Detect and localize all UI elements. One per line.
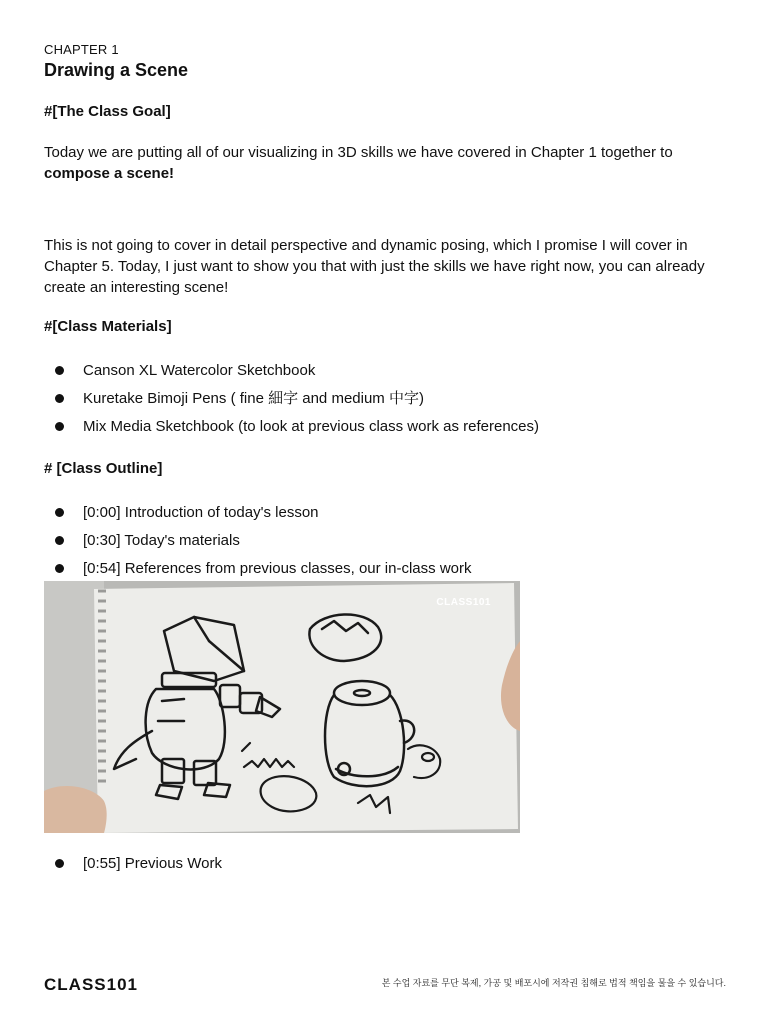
list-item-text: Mix Media Sketchbook (to look at previous class work as references): [83, 418, 540, 435]
bullet-icon: [55, 508, 64, 517]
bullet-icon: [55, 536, 64, 545]
outline-list-continued: [44, 854, 724, 882]
class-goal-emphasis: compose a scene!: [44, 165, 175, 182]
list-item-text: Kuretake Bimoji Pens ( fine 細字 and medium 中字): [83, 390, 424, 407]
list-item: [44, 503, 724, 531]
bullet-icon: [55, 422, 64, 431]
list-item: [44, 389, 724, 417]
page-title: Drawing a Scene: [44, 60, 189, 80]
image-watermark: CLASS101: [436, 597, 491, 608]
class-materials-heading: #[Class Materials]: [44, 318, 172, 335]
class-goal-paragraph: [44, 142, 724, 184]
list-item: [44, 361, 724, 389]
sketchbook-photo: [44, 581, 520, 833]
copyright-notice: 본 수업 자료를 무단 복제, 가공 및 배포시에 저작권 침해로 법적 책임을 물을 수 있습니다.: [381, 978, 726, 988]
materials-list: [44, 361, 724, 445]
list-item: [44, 854, 724, 882]
class101-logo: CLASS101: [44, 975, 138, 994]
list-item: [44, 531, 724, 559]
bullet-icon: [55, 394, 64, 403]
list-item: [44, 417, 724, 445]
list-item-text: [0:55] Previous Work: [83, 855, 222, 872]
class-goal-note: This is not going to cover in detail perspective and dynamic posing, which I promise I will cover in Chapter 5. Today, I just want to show you that with just the skills we have right now, you can already create an interesting scene!: [44, 237, 705, 296]
class-goal-text: Today we are putting all of our visualizing in 3D skills we have covered in Chapter 1 together to: [44, 144, 673, 161]
list-item-text: [0:00] Introduction of today's lesson: [83, 504, 319, 521]
outline-list: [44, 503, 724, 587]
class-goal-heading: #[The Class Goal]: [44, 103, 171, 120]
list-item-text: Canson XL Watercolor Sketchbook: [83, 362, 316, 379]
bullet-icon: [55, 859, 64, 868]
class-outline-heading: # [Class Outline]: [44, 460, 163, 477]
chapter-label: CHAPTER 1: [44, 42, 119, 57]
bullet-icon: [55, 564, 64, 573]
bullet-icon: [55, 366, 64, 375]
list-item-text: [0:54] References from previous classes, our in-class work: [83, 560, 472, 577]
list-item-text: [0:30] Today's materials: [83, 532, 240, 549]
